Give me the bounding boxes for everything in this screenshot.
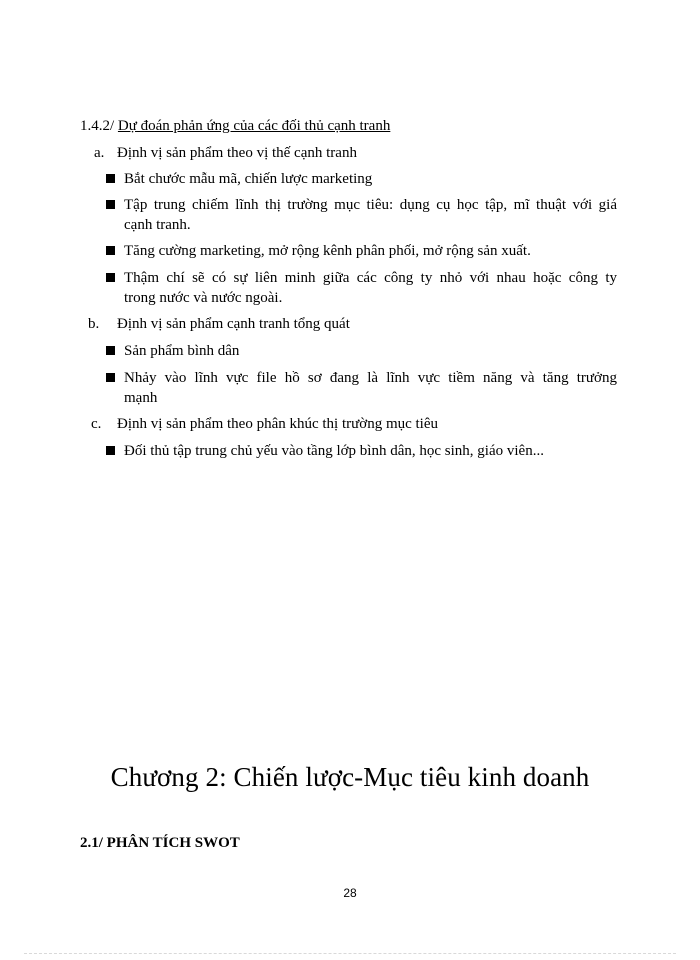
bullet-a4-line1: Thậm chí sẽ có sự liên minh giữa các công ty nhỏ với nhau hoặc công ty [124, 270, 617, 286]
bullet-a3 [124, 241, 617, 261]
bullet-b2-line2: mạnh [124, 390, 158, 406]
bullet-b1-line1: Sản phẩm bình dân [124, 343, 240, 359]
subsection-a-title: Định vị sản phẩm theo vị thế cạnh tranh [117, 145, 357, 161]
bullet-b1 [124, 341, 617, 361]
section-number: 1.4.2/ [80, 118, 115, 134]
bullet-a4 [124, 268, 617, 308]
bullet-a2 [124, 195, 617, 235]
bullet-c1-line1: Đối thủ tập trung chủ yếu vào tầng lớp bình dân, học sinh, giáo viên... [124, 443, 544, 459]
page-edge-divider [24, 953, 676, 954]
bullet-square-icon [106, 373, 115, 382]
chapter-title: Chương 2: Chiến lược-Mục tiêu kinh doanh [110, 762, 590, 792]
subsection-c-title: Định vị sản phẩm theo phân khúc thị trường mục tiêu [117, 416, 439, 432]
bullet-a2-line2: cạnh tranh. [124, 217, 191, 233]
bullet-c1 [124, 441, 617, 461]
bullet-square-icon [106, 346, 115, 355]
section-title: Dự đoán phản ứng của các đối thủ cạnh tranh [117, 118, 391, 134]
subsection-c-marker: c. [91, 416, 102, 432]
bullet-a1 [124, 169, 617, 189]
bullet-square-icon [106, 246, 115, 255]
bullet-a3-line1: Tăng cường marketing, mở rộng kênh phân phối, mở rộng sản xuất. [124, 243, 531, 259]
bullet-a4-line2: trong nước và nước ngoài. [124, 290, 283, 306]
page-number: 28 [343, 886, 357, 900]
bullet-square-icon [106, 174, 115, 183]
bullet-a2-line1: Tập trung chiếm lĩnh thị trường mục tiêu: dụng cụ học tập, mĩ thuật với giá [124, 197, 617, 213]
bullet-square-icon [106, 200, 115, 209]
bullet-b2-line1: Nhảy vào lĩnh vực file hồ sơ đang là lĩnh vực tiềm năng và tăng trưởng [124, 370, 617, 386]
subsection-b-marker: b. [88, 316, 100, 332]
subsection-a-marker: a. [94, 145, 105, 161]
bullet-b2 [124, 368, 617, 408]
bullet-a1-line1: Bắt chước mẫu mã, chiến lược marketing [124, 171, 373, 187]
bullet-square-icon [106, 446, 115, 455]
swot-heading: 2.1/ PHÂN TÍCH SWOT [80, 835, 240, 851]
subsection-b-title: Định vị sản phẩm cạnh tranh tổng quát [117, 316, 350, 332]
section-heading [80, 116, 390, 136]
bullet-square-icon [106, 273, 115, 282]
